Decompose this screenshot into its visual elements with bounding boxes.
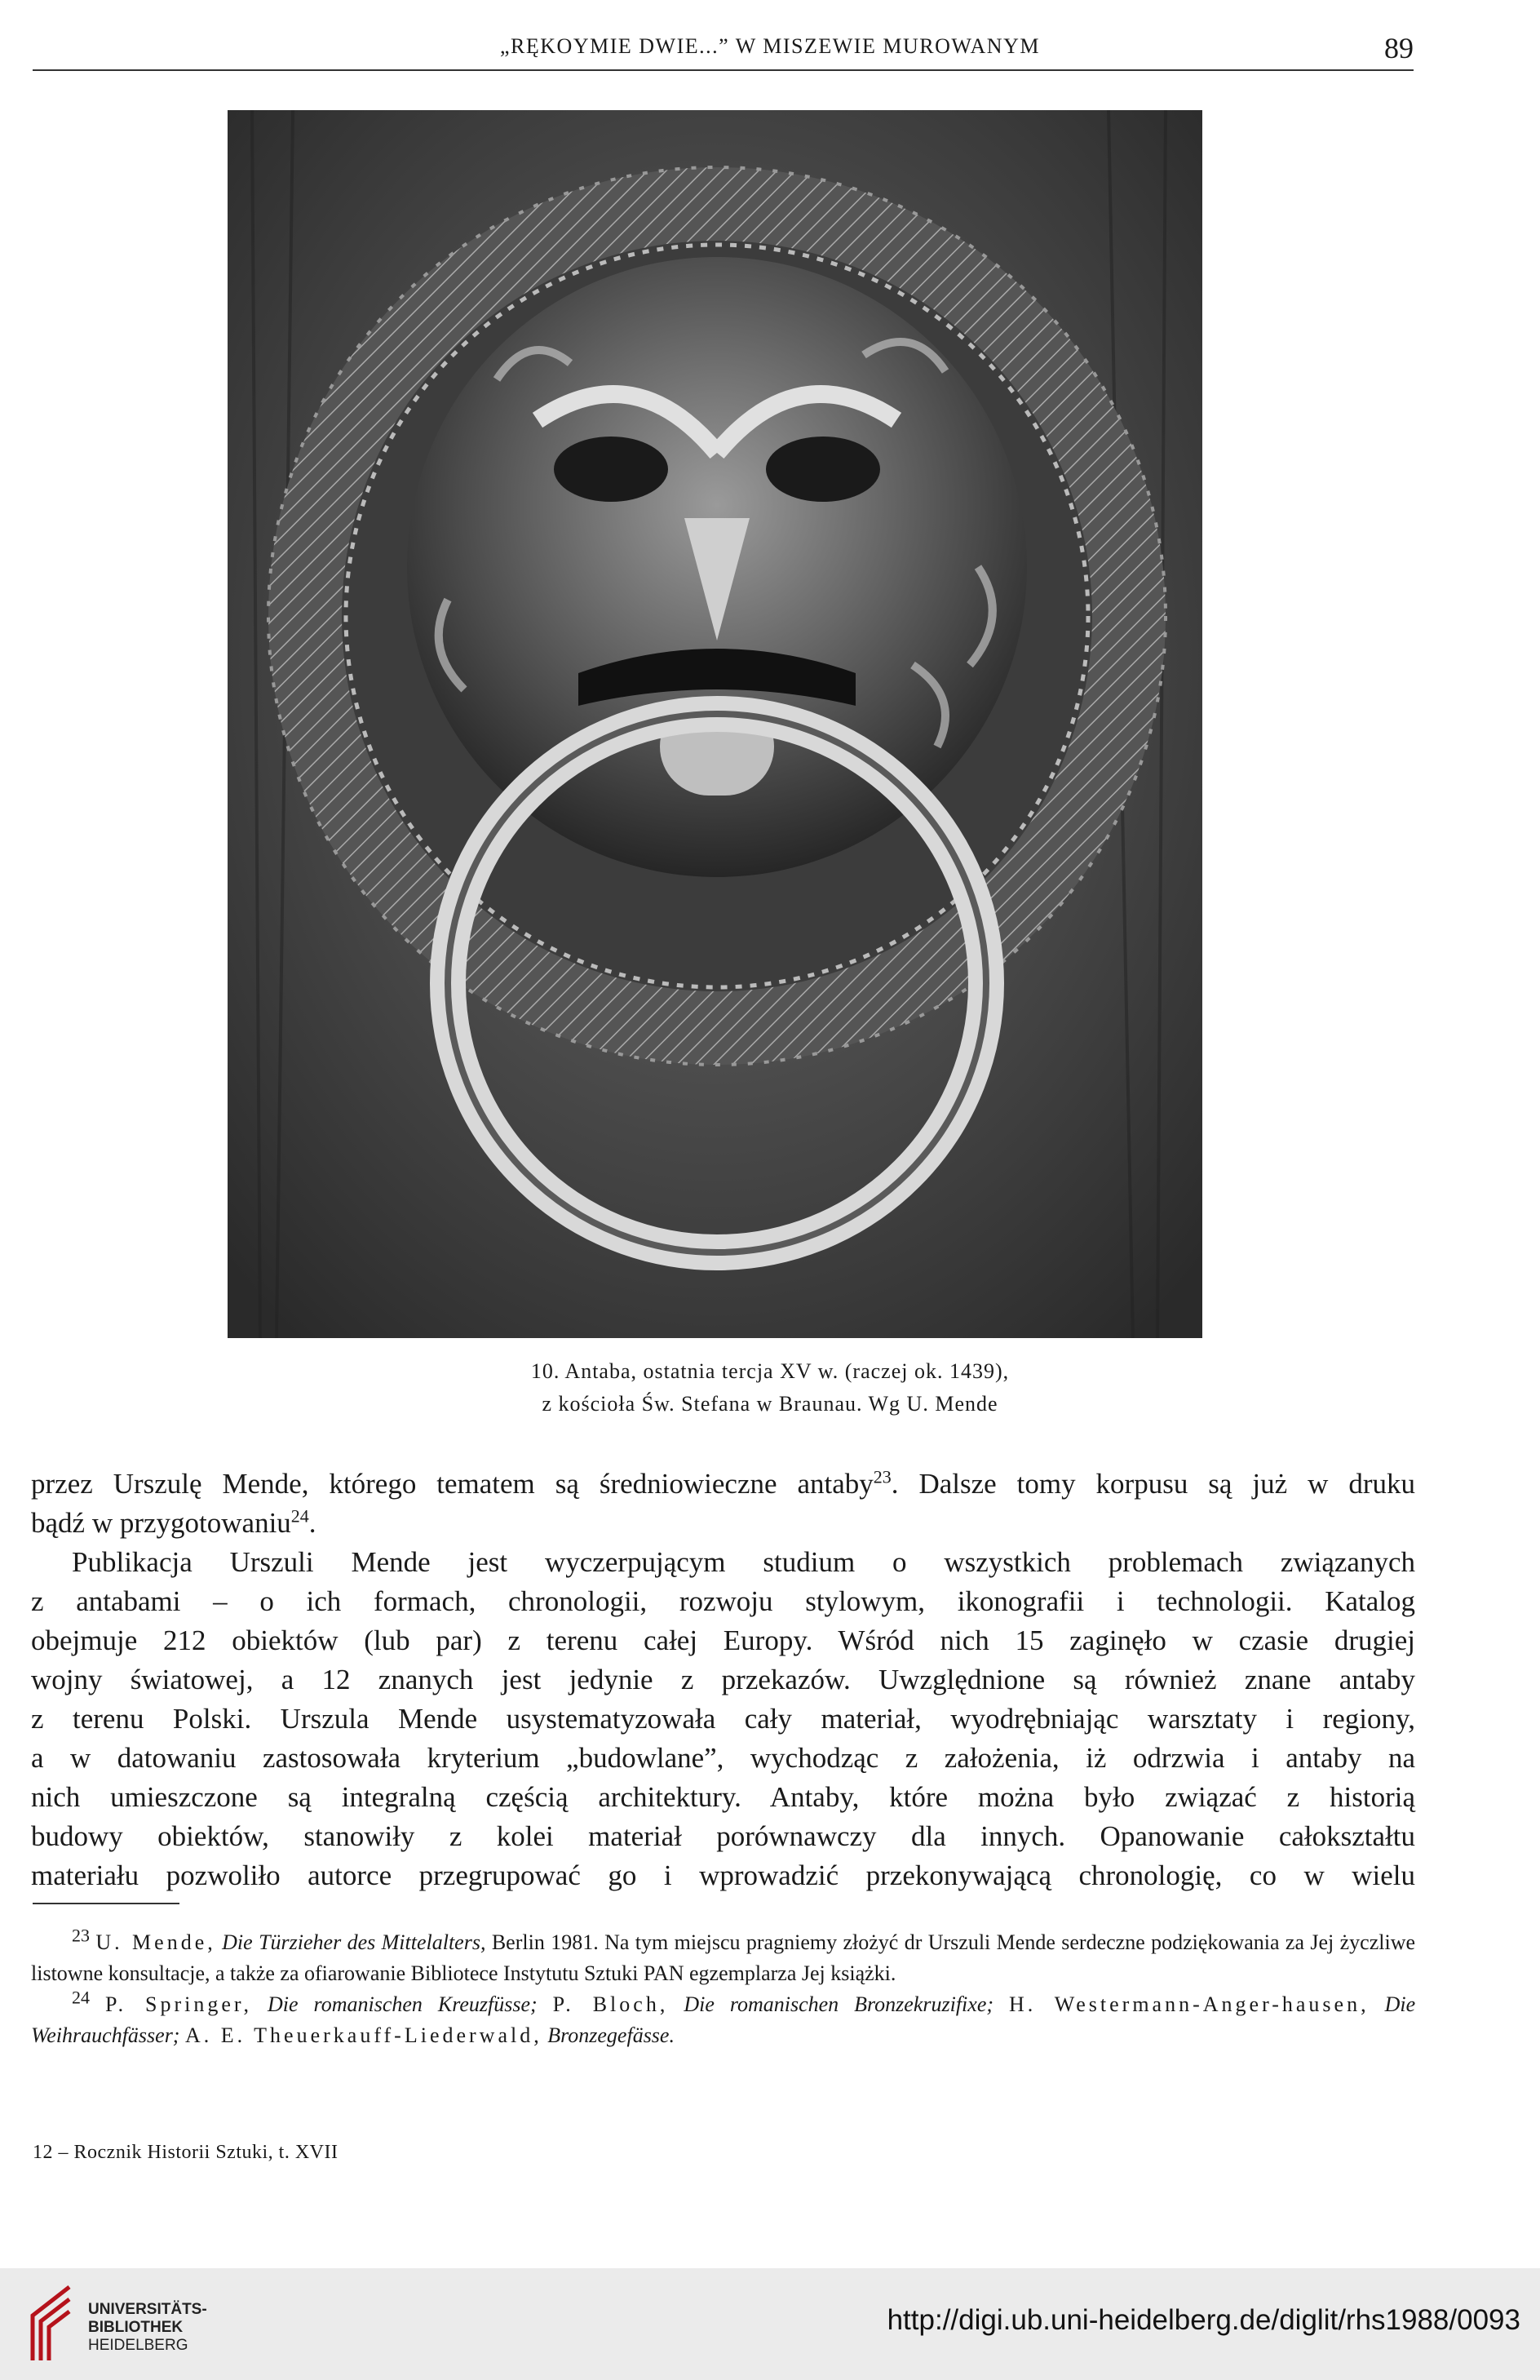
ub-heidelberg-logo-icon: [24, 2283, 73, 2364]
paragraph-2-line: wojny światowej, a 12 znanych jest jedynie z przekazów. Uwzględnione są również znane antaby: [31, 1664, 1415, 1695]
lion-head-knocker-image: [228, 110, 1202, 1338]
header-rule: [33, 69, 1414, 71]
footnote-24: $^{24}$ P. Springer, Die romanischen Kreuzfüsse; P. Bloch, Die romanischen Bronzekruzifixe; H. Westermann-Anger-hausen, Die Weihrauchfässer; A. E. Theuerkauff-Liederwald, Bronzegefässe.: [31, 1987, 1416, 2047]
page-number: 89: [1384, 32, 1414, 64]
printer-signature: 12 – Rocznik Historii Sztuki, t. XVII: [33, 2142, 339, 2163]
footnote-23: $^{23}$ U. Mende, Die Türzieher des Mittelalters, Berlin 1981. Na tym miejscu pragniemy złożyć dr Urszuli Mende serdeczne podziękowania za Jej życzliwe listowne konsultacje, a także za ofiarowanie Bibliotece Instytutu Sztuki PAN egzemplarza Jej książki.: [31, 1925, 1416, 1985]
footnote-ref-24[interactable]: 24: [290, 1505, 309, 1527]
library-footer: [0, 2268, 1540, 2380]
figure-caption-line-2: z kościoła Św. Stefana w Braunau. Wg U. Mende: [542, 1392, 998, 1416]
running-title: „RĘKOYMIE DWIE...” W MISZEWIE MUROWANYM: [500, 34, 1040, 58]
paragraph-2-line: nich umieszczone są integralną częścią architektury. Antaby, które można było związać z historią: [31, 1781, 1415, 1813]
paragraph-2-line: Publikacja Urszuli Mende jest wyczerpującym studium o wszystkich problemach związanych: [72, 1546, 1415, 1578]
paragraph-1-line-2: bądź w przygotowaniu$^{24}$.: [31, 1505, 316, 1539]
library-name: UNIVERSITÄTS- BIBLIOTHEK HEIDELBERG: [88, 2301, 207, 2354]
logo-strokes: [33, 2287, 69, 2360]
body-text: [31, 1465, 1415, 1895]
footnote-ref-23[interactable]: 23: [873, 1466, 892, 1487]
paragraph-2-line: obejmuje 212 obiektów (lub par) z terenu całej Europy. Wśród nich 15 zaginęło w czasie drugiej: [31, 1624, 1415, 1656]
paragraph-2-line: z antabami – o ich formach, chronologii, rozwoju stylowym, ikonografii i technologii. Katalog: [31, 1585, 1415, 1617]
permalink-url[interactable]: http://digi.ub.uni-heidelberg.de/diglit/rhs1988/0093: [887, 2304, 1520, 2336]
footnotes: [31, 1927, 1415, 2051]
door-knocker-photo: [228, 110, 1202, 1338]
footnote-rule: [33, 1903, 179, 1904]
figure-caption-line-1: 10. Antaba, ostatnia tercja XV w. (raczej ok. 1439),: [530, 1359, 1010, 1383]
paragraph-2-line: materiału pozwoliło autorce przegrupować go i wprowadzić przekonywającą chronologię, co w wielu: [31, 1859, 1415, 1891]
paragraph-2-line: a w datowaniu zastosowała kryterium „budowlane”, wychodząc z założenia, iż odrzwia i antaby na: [31, 1742, 1415, 1774]
paragraph-2-line: z terenu Polski. Urszula Mende usystematyzowała cały materiał, wyodrębniając warsztaty i regiony,: [31, 1703, 1415, 1735]
paragraph-1-line-1: przez Urszulę Mende, którego tematem są średniowieczne antaby$^{23}$. Dalsze tomy korpusu są już w druku: [31, 1466, 1415, 1500]
paragraph-2-line: budowy obiektów, stanowiły z kolei materiał porównawczy dla innych. Opanowanie całokształtu: [31, 1820, 1415, 1852]
